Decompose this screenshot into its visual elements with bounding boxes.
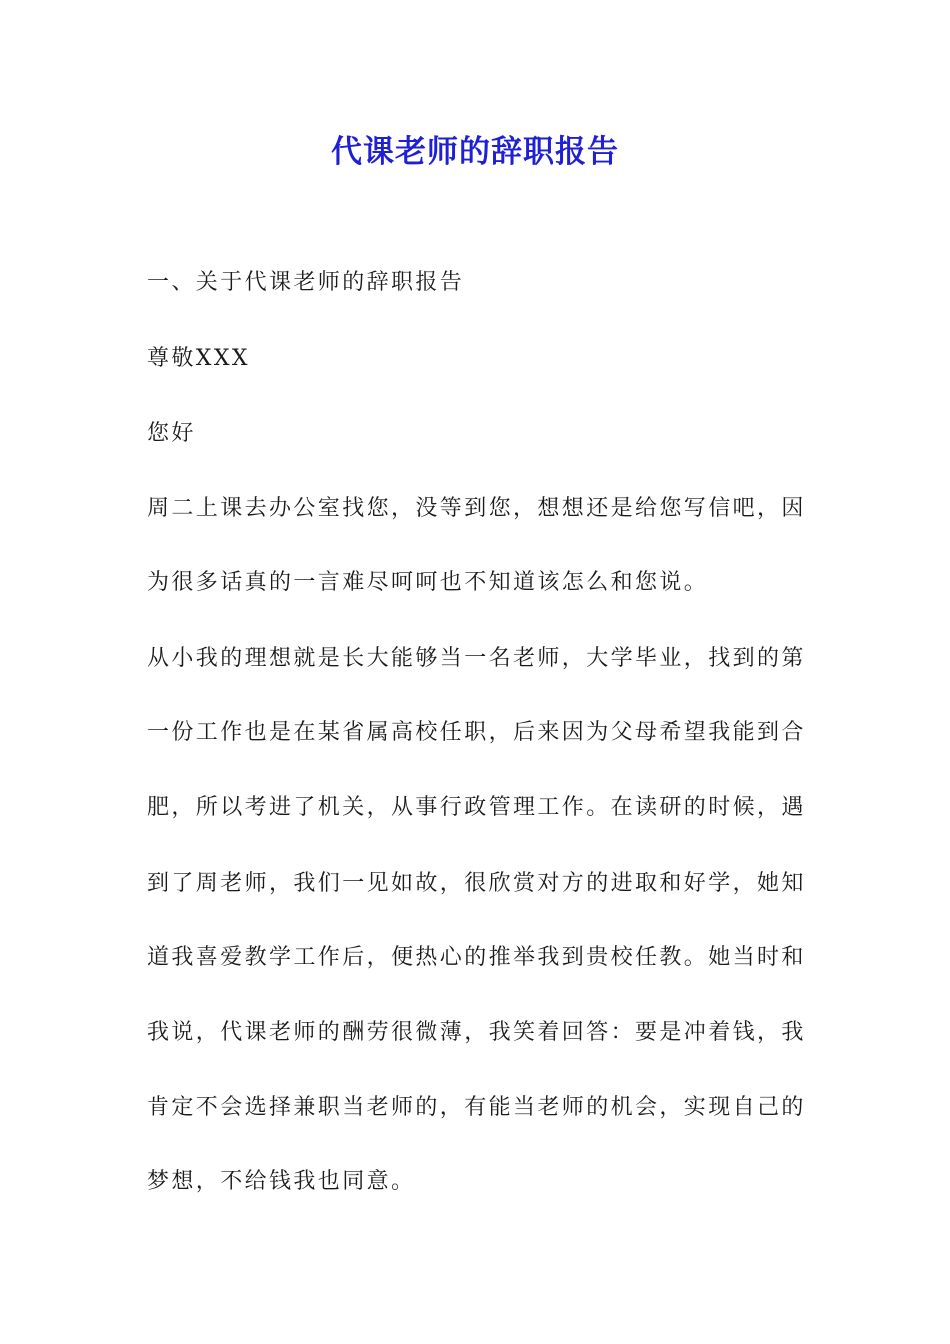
paragraph-line: 梦想，不给钱我也同意。 — [147, 1169, 416, 1194]
paragraph-line: 肥，所以考进了机关，从事行政管理工作。在读研的时候，遇 — [147, 795, 806, 820]
paragraph-line: 周二上课去办公室找您，没等到您，想想还是给您写信吧，因 — [147, 496, 806, 521]
document-title: 代课老师的辞职报告 — [331, 134, 619, 170]
paragraph-line: 一份工作也是在某省属高校任职，后来因为父母希望我能到合 — [147, 720, 806, 745]
paragraph-line: 到了周老师，我们一见如故，很欣赏对方的进取和好学，她知 — [147, 871, 806, 896]
paragraph-line: 道我喜爱教学工作后，便热心的推举我到贵校任教。她当时和 — [147, 945, 806, 970]
paragraph-line: 肯定不会选择兼职当老师的，有能当老师的机会，实现自己的 — [147, 1095, 806, 1120]
paragraph-line: 我说，代课老师的酬劳很微薄，我笑着回答：要是冲着钱，我 — [147, 1020, 806, 1045]
salutation: 尊敬XXX — [147, 346, 250, 371]
section-heading: 一、关于代课老师的辞职报告 — [147, 270, 465, 295]
paragraph-line: 为很多话真的一言难尽呵呵也不知道该怎么和您说。 — [147, 570, 709, 595]
paragraph-line: 从小我的理想就是长大能够当一名老师，大学毕业，找到的第 — [147, 646, 806, 671]
greeting: 您好 — [147, 421, 196, 446]
